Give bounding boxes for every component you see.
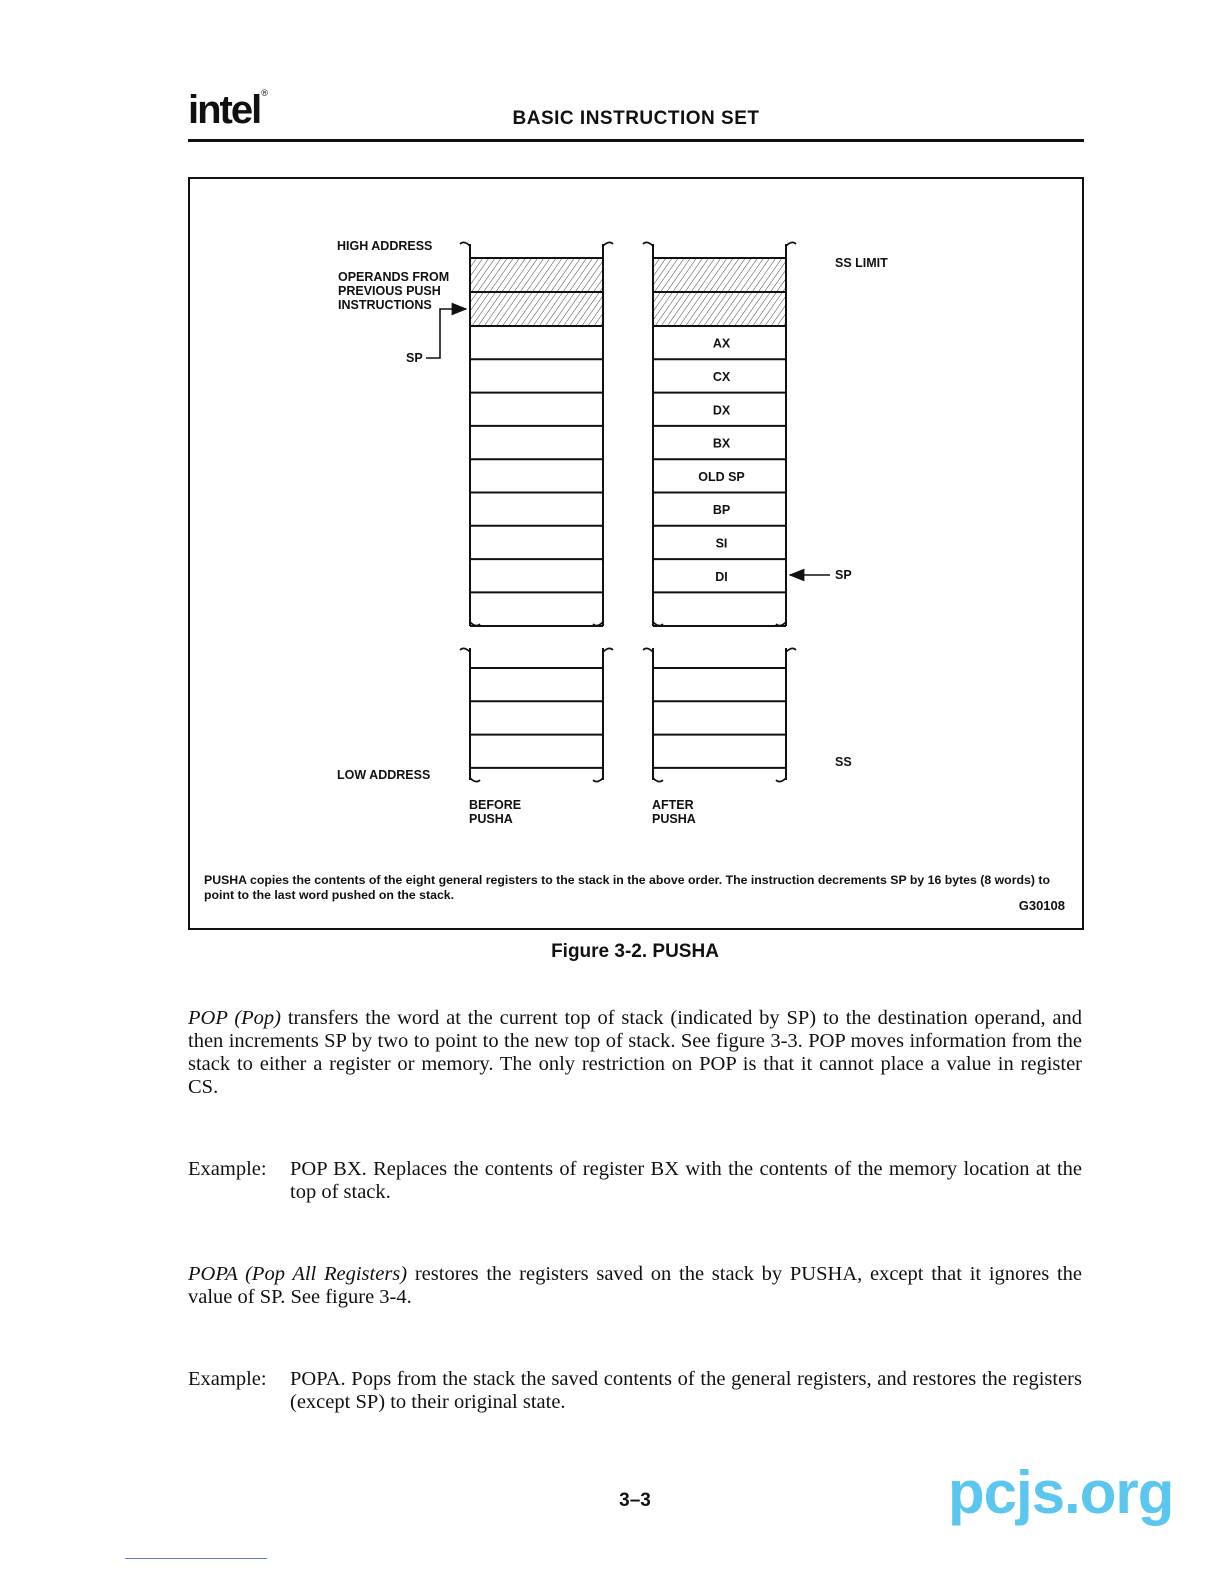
before-break-top-left (460, 242, 470, 246)
header-rule (188, 139, 1084, 142)
before-break-top-right (603, 242, 613, 246)
stack-cell-bp: BP (712, 503, 731, 518)
page-number: 3–3 (619, 1490, 651, 1511)
low-address-label: LOW ADDRESS (337, 768, 431, 782)
figure-caption: Figure 3-2. PUSHA (551, 941, 719, 962)
pop-text: transfers the word at the current top of stack (indicated by SP) to the destination operand, and then increments SP by two to point to the new top of stack. See figure 3-3. POP moves information from the stack to either a register or memory. The only restriction on POP is that it cannot place a value in register CS. (188, 1007, 1082, 1098)
pusha-stack-diagram (190, 179, 1078, 859)
example-pop-text: POP BX. Replaces the contents of register BX with the contents of the memory location at the top of stack. (290, 1158, 1082, 1203)
stack-cell-dx: DX (712, 403, 731, 418)
high-address-label: HIGH ADDRESS (337, 239, 433, 253)
popa-term: POPA (Pop All Registers) (188, 1263, 408, 1285)
registered-mark: ® (261, 88, 266, 98)
after-break-top-right (786, 242, 796, 246)
after-break-mid2-right (786, 648, 796, 652)
operands-label-line1: OPERANDS FROM (338, 270, 450, 284)
after-break-bottom-right (776, 778, 786, 782)
after-break-bottom-left (653, 778, 663, 782)
sp-after-label: SP (835, 568, 852, 582)
sp-before-label: SP (406, 351, 423, 365)
example-popa-text: POPA. Pops from the stack the saved contents of the general registers, and restores the registers (except SP) to their original state. (290, 1368, 1082, 1413)
example-label: Example: (188, 1368, 267, 1390)
operands-label-line2: PREVIOUS PUSH (338, 284, 441, 298)
example-label: Example: (188, 1158, 267, 1180)
footnote-rule (125, 1558, 267, 1559)
ss-label: SS (835, 755, 852, 769)
stack-before (460, 242, 613, 781)
figure-note: PUSHA copies the contents of the eight general registers to the stack in the above order. The instruction decrements SP by 16 bytes (8 words) to point to the last word pushed on the stack. (204, 873, 1050, 902)
sp-before-arrow (426, 309, 466, 358)
stack-cell-ax: AX (712, 336, 731, 351)
figure-code: G30108 (1018, 898, 1065, 913)
operands-label-line3: INSTRUCTIONS (338, 298, 432, 312)
after-break-mid2-left (643, 648, 653, 652)
before-pusha-line2: PUSHA (469, 812, 513, 826)
stack-cell-cx: CX (712, 369, 731, 384)
stack-cell-di: DI (715, 569, 728, 584)
running-head: BASIC INSTRUCTION SET (512, 108, 760, 129)
before-break-mid2-right (603, 648, 613, 652)
logo-text: intel (188, 88, 261, 132)
example-popa (188, 1368, 1082, 1414)
stack-cell-bx: BX (712, 436, 731, 451)
pcjs-watermark: pcjs.org (948, 1459, 1174, 1526)
popa-paragraph (188, 1263, 1082, 1309)
before-break-mid2-left (460, 648, 470, 652)
stack-after (643, 242, 796, 781)
before-break-bottom-left (470, 778, 480, 782)
after-pusha-line1: AFTER (652, 798, 694, 812)
after-break-top-left (643, 242, 653, 246)
ss-limit-label: SS LIMIT (835, 256, 888, 270)
stack-cell-si: SI (715, 536, 728, 551)
stack-cell-old-sp: OLD SP (698, 469, 745, 484)
before-pusha-line1: BEFORE (469, 798, 522, 812)
example-pop (188, 1158, 1082, 1204)
before-break-bottom-right (593, 778, 603, 782)
pop-paragraph (188, 1007, 1082, 1099)
pop-term: POP (Pop) (188, 1007, 281, 1029)
popa-text: restores the registers saved on the stack by PUSHA, except that it ignores the value of SP. See figure 3-4. (188, 1263, 1082, 1308)
after-pusha-line2: PUSHA (652, 812, 696, 826)
